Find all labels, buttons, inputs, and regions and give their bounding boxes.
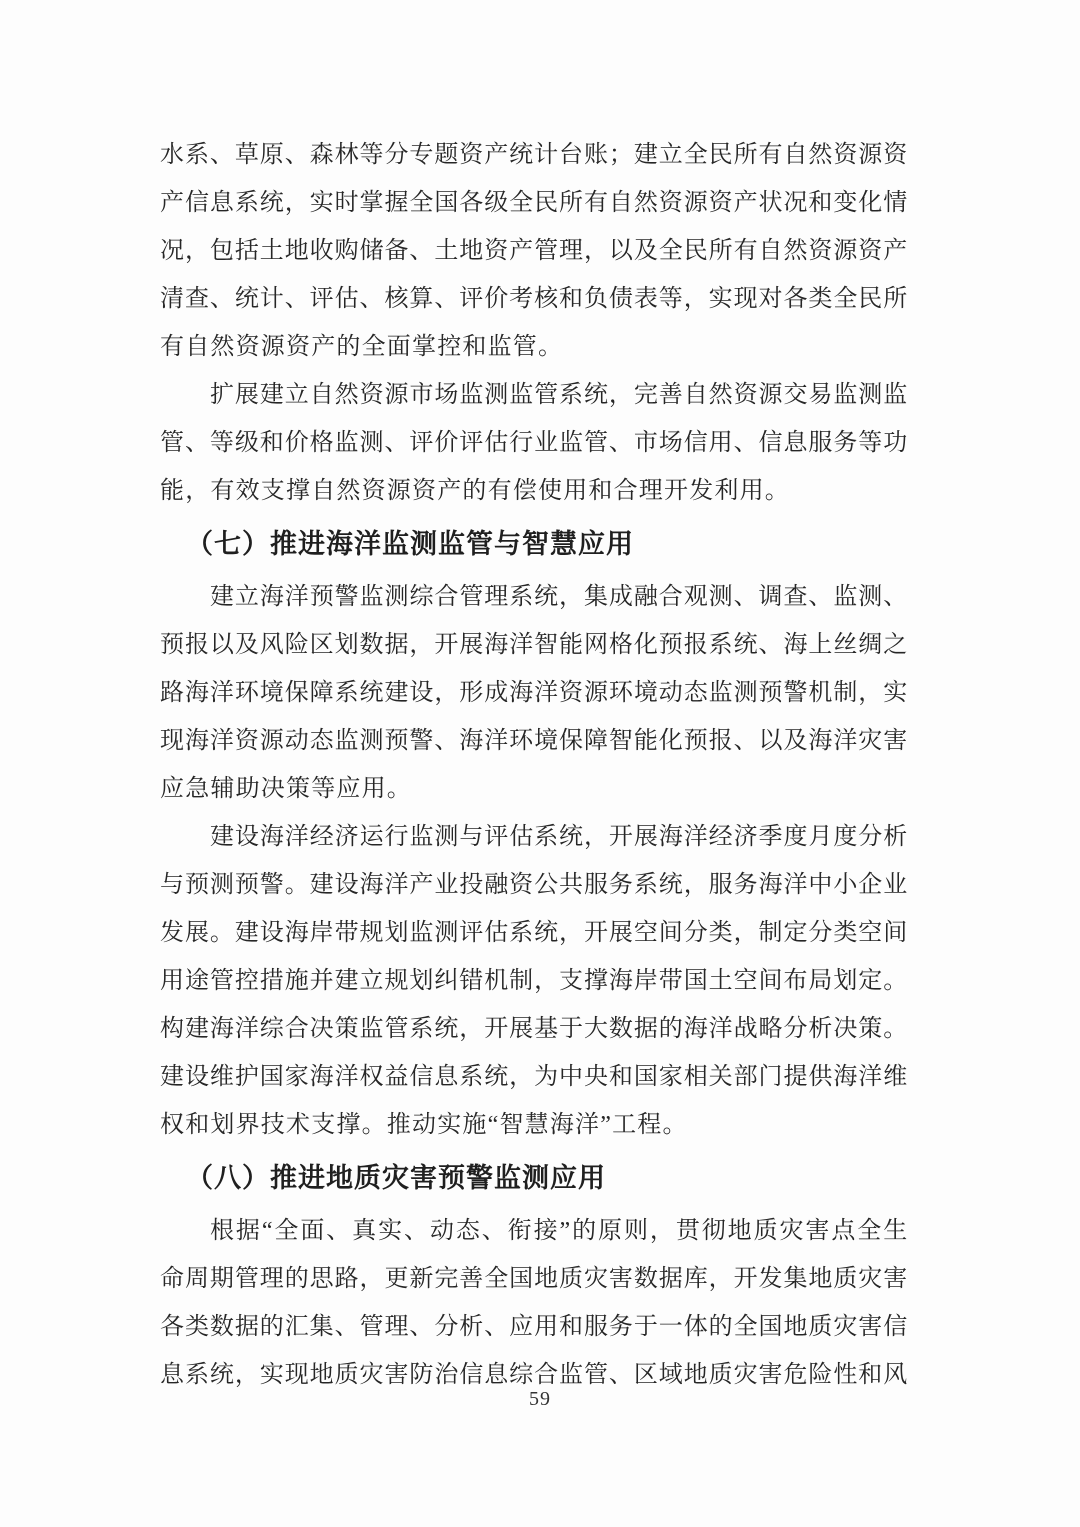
text-line: 命周期管理的思路，更新完善全国地质灾害数据库，开发集地质灾害 [160,1266,908,1292]
text-line: 现海洋资源动态监测预警、海洋环境保障智能化预报、以及海洋灾害 [160,728,908,754]
page-number: 59 [529,1388,551,1410]
paragraph [160,131,908,371]
text-line: 与预测预警。建设海洋产业投融资公共服务系统，服务海洋中小企业 [160,872,908,898]
text-line: 各类数据的汇集、管理、分析、应用和服务于一体的全国地质灾害信 [160,1314,908,1340]
text-line: 路海洋环境保障系统建设，形成海洋资源环境动态监测预警机制，实 [160,680,908,706]
text-line: 水系、草原、森林等分专题资产统计台账；建立全民所有自然资源资 [160,142,908,168]
text-line: 清查、统计、评估、核算、评价考核和负债表等，实现对各类全民所 [160,286,908,312]
section-heading: （八）推进地质灾害预警监测应用 [186,1163,606,1193]
text-line: 用途管控措施并建立规划纠错机制，支撑海岸带国土空间布局划定。 [160,968,908,994]
section-heading: （七）推进海洋监测监管与智慧应用 [186,529,634,559]
text-line: 管、等级和价格监测、评价评估行业监管、市场信用、信息服务等功 [160,430,908,456]
document-content [160,131,908,1399]
text-line: 预报以及风险区划数据，开展海洋智能网格化预报系统、海上丝绸之 [160,632,908,658]
text-line: 有自然资源资产的全面掌控和监管。 [160,334,564,360]
text-line: 构建海洋综合决策监管系统，开展基于大数据的海洋战略分析决策。 [160,1016,908,1042]
paragraph [160,813,908,1149]
text-line: 应急辅助决策等应用。 [160,776,412,802]
text-line: 根据“全面、真实、动态、衔接”的原则，贯彻地质灾害点全生 [210,1218,908,1244]
paragraph [160,1207,908,1399]
text-line: 况，包括土地收购储备、土地资产管理，以及全民所有自然资源资产 [160,238,908,264]
text-line: 息系统，实现地质灾害防治信息综合监管、区域地质灾害危险性和风 [160,1362,908,1388]
text-line: 产信息系统，实时掌握全国各级全民所有自然资源资产状况和变化情 [160,190,908,216]
text-line: 能，有效支撑自然资源资产的有偿使用和合理开发利用。 [160,478,790,504]
paragraph [160,371,908,515]
text-line: 建立海洋预警监测综合管理系统，集成融合观测、调查、监测、 [210,584,908,610]
text-line: 发展。建设海岸带规划监测评估系统，开展空间分类，制定分类空间 [160,920,908,946]
text-line: 建设海洋经济运行监测与评估系统，开展海洋经济季度月度分析 [210,824,908,850]
paragraph [160,573,908,813]
text-line: 建设维护国家海洋权益信息系统，为中央和国家相关部门提供海洋维 [160,1064,908,1090]
text-line: 扩展建立自然资源市场监测监管系统，完善自然资源交易监测监 [210,382,908,408]
text-line: 权和划界技术支撑。推动实施“智慧海洋”工程。 [160,1112,688,1138]
